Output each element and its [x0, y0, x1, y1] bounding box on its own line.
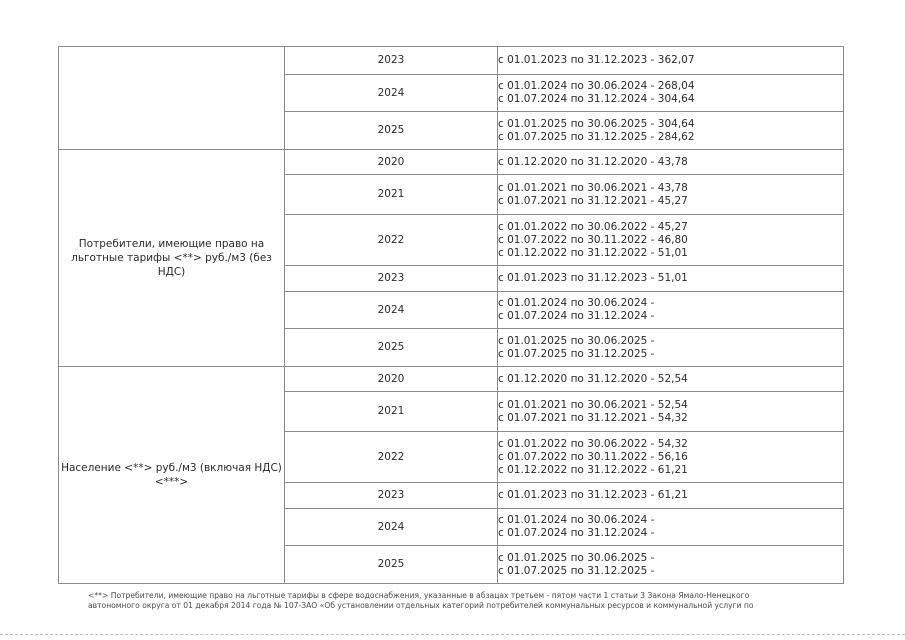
tariff-table: [58, 46, 844, 584]
year-cell: 2022: [285, 432, 498, 483]
category-cell: Население <**> руб./м3 (включая НДС) <***>: [59, 367, 285, 584]
tariff-line: с 01.07.2024 по 31.12.2024 -: [498, 310, 655, 322]
year-cell: 2021: [285, 175, 498, 215]
tariff-cell: [498, 215, 844, 266]
tariff-line: с 01.01.2024 по 30.06.2024 -: [498, 514, 655, 526]
year-cell: 2021: [285, 392, 498, 432]
tariff-line: с 01.07.2021 по 31.12.2021 - 54,32: [498, 411, 688, 424]
year-cell: 2020: [285, 150, 498, 175]
table-row: [59, 150, 844, 175]
scan-edge-line: [0, 634, 905, 635]
tariff-line: с 01.01.2025 по 30.06.2025 -: [498, 334, 655, 347]
year-cell: 2024: [285, 292, 498, 329]
tariff-line: с 01.01.2025 по 30.06.2025 - 304,64: [498, 117, 695, 130]
tariff-cell: [498, 546, 844, 584]
tariff-cell: [498, 432, 844, 483]
footnote-line: автономного округа от 01 декабря 2014 года № 107-ЗАО «Об установлении отдельных категорий потребителей коммунальных ресурсов и коммунальной услуги по: [88, 601, 754, 610]
tariff-line: с 01.01.2024 по 30.06.2024 -: [498, 297, 655, 309]
category-cell: [59, 47, 285, 150]
tariff-cell: [498, 150, 844, 175]
footnote-line: <**> Потребители, имеющие право на льготные тарифы в сфере водоснабжения, указанные в абзацах третьем - пятом части 1 статьи 3 Закона Ямало-Ненецкого: [88, 591, 750, 600]
tariff-line: с 01.07.2022 по 30.11.2022 - 56,16: [498, 450, 688, 463]
tariff-cell: [498, 47, 844, 75]
tariff-line: с 01.01.2025 по 30.06.2025 -: [498, 551, 655, 564]
tariff-line: с 01.01.2023 по 31.12.2023 - 61,21: [498, 489, 688, 501]
year-cell: 2023: [285, 266, 498, 292]
tariff-line: с 01.12.2022 по 31.12.2022 - 51,01: [498, 246, 688, 259]
tariff-line: с 01.01.2022 по 30.06.2022 - 45,27: [498, 220, 688, 233]
tariff-line: с 01.07.2024 по 31.12.2024 -: [498, 527, 655, 539]
tariff-cell: [498, 75, 844, 112]
tariff-line: с 01.07.2024 по 31.12.2024 - 304,64: [498, 93, 695, 105]
tariff-line: с 01.12.2022 по 31.12.2022 - 61,21: [498, 463, 688, 476]
tariff-line: с 01.07.2021 по 31.12.2021 - 45,27: [498, 194, 688, 207]
tariff-cell: [498, 266, 844, 292]
year-cell: 2020: [285, 367, 498, 392]
year-cell: 2023: [285, 47, 498, 75]
tariff-cell: [498, 483, 844, 509]
footnote: [88, 591, 848, 611]
tariff-line: с 01.12.2020 по 31.12.2020 - 52,54: [498, 372, 688, 385]
tariff-line: с 01.01.2024 по 30.06.2024 - 268,04: [498, 80, 695, 92]
category-cell: Потребители, имеющие право на льготные тарифы <**> руб./м3 (без НДС): [59, 150, 285, 367]
tariff-cell: [498, 175, 844, 215]
tariff-line: с 01.01.2023 по 31.12.2023 - 51,01: [498, 272, 688, 284]
tariff-cell: [498, 367, 844, 392]
tariff-line: с 01.07.2025 по 31.12.2025 -: [498, 564, 655, 577]
tariff-cell: [498, 509, 844, 546]
year-cell: 2024: [285, 75, 498, 112]
tariff-line: с 01.12.2020 по 31.12.2020 - 43,78: [498, 155, 688, 168]
tariff-line: с 01.01.2021 по 30.06.2021 - 43,78: [498, 181, 688, 194]
tariff-line: с 01.07.2022 по 30.11.2022 - 46,80: [498, 233, 688, 246]
tariff-line: с 01.01.2021 по 30.06.2021 - 52,54: [498, 398, 688, 411]
year-cell: 2025: [285, 329, 498, 367]
tariff-line: с 01.01.2023 по 31.12.2023 - 362,07: [498, 54, 695, 66]
tariff-line: с 01.07.2025 по 31.12.2025 - 284,62: [498, 130, 695, 143]
year-cell: 2023: [285, 483, 498, 509]
tariff-cell: [498, 392, 844, 432]
tariff-cell: [498, 112, 844, 150]
tariff-cell: [498, 329, 844, 367]
year-cell: 2025: [285, 546, 498, 584]
year-cell: 2024: [285, 509, 498, 546]
table-row: [59, 367, 844, 392]
table-row: [59, 47, 844, 75]
tariff-cell: [498, 292, 844, 329]
tariff-line: с 01.07.2025 по 31.12.2025 -: [498, 347, 655, 360]
year-cell: 2022: [285, 215, 498, 266]
year-cell: 2025: [285, 112, 498, 150]
tariff-line: с 01.01.2022 по 30.06.2022 - 54,32: [498, 437, 688, 450]
